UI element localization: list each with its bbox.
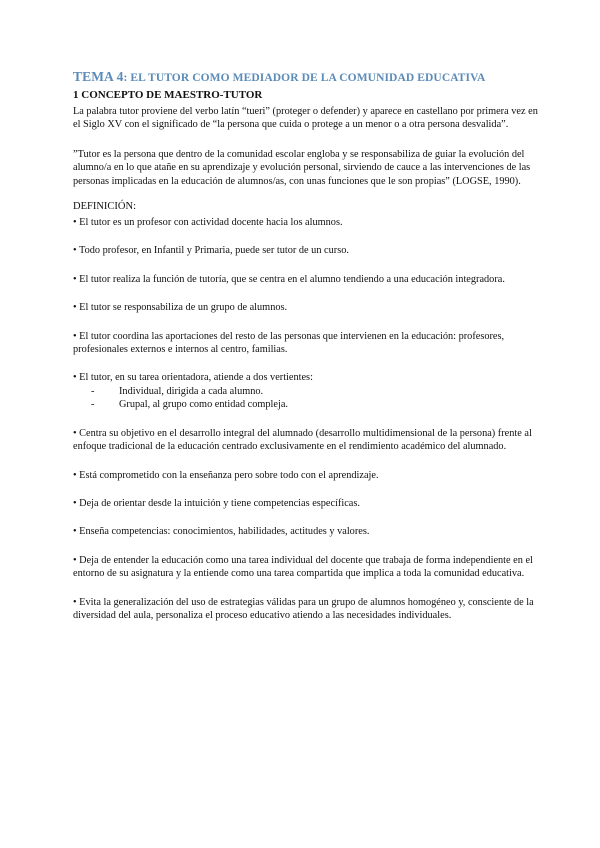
intro-paragraph: La palabra tutor proviene del verbo latín “tueri” (proteger o defender) y aparece en castellano por primera vez en el Siglo XV con el significado de “la persona que cuida o protege a un menor o a otra persona desvalida”. — [73, 106, 538, 131]
dash-marker: - — [91, 399, 95, 411]
bullet-item: • Deja de entender la educación como una tarea individual del docente que trabaja de forma independiente en el entorno de su asignatura y la entiende como una tarea compartida que implica a toda la comunidad educativa. — [73, 554, 533, 580]
page-title — [73, 70, 544, 85]
bullet-item: • El tutor es un profesor con actividad docente hacia los alumnos. — [73, 217, 343, 229]
definition-label: DEFINICIÓN: — [73, 201, 136, 213]
title-prefix: TEMA 4 — [73, 69, 124, 84]
bullet-item: • Evita la generalización del uso de estrategias válidas para un grupo de alumnos homogéneo y, consciente de la diversidad del aula, personaliza el proceso educativo atiendo a las necesidades individuales. — [73, 596, 534, 621]
bullet-item: • Deja de orientar desde la intuición y tiene competencias específicas. — [73, 497, 360, 509]
title-rest: : EL TUTOR COMO MEDIADOR DE LA COMUNIDAD EDUCATIVA — [123, 72, 486, 84]
sub-list-item — [91, 385, 544, 398]
dash-marker: - — [91, 385, 95, 397]
sub-list-item — [91, 398, 544, 411]
quote-paragraph: ”Tutor es la persona que dentro de la comunidad escolar engloba y se responsabiliza de guiar la evolución del alumno/a en lo que atañe en su aprendizaje y evolución personal, sirviendo de cauce a las intervenciones de las personas implicadas en la educación de alumnos/as, con unas funciones que le son propias” (LOGSE, 1990). — [73, 148, 531, 187]
sub-item-text: Grupal, al grupo como entidad compleja. — [119, 399, 288, 411]
bullet-item: • El tutor se responsabiliza de un grupo de alumnos. — [73, 302, 288, 314]
bullet-item: • Todo profesor, en Infantil y Primaria, puede ser tutor de un curso. — [73, 245, 349, 257]
bullet-item: • El tutor, en su tarea orientadora, atiende a dos vertientes: — [73, 372, 313, 384]
bullet-item: • Enseña competencias: conocimientos, habilidades, actitudes y valores. — [73, 526, 370, 538]
sub-item-text: Individual, dirigida a cada alumno. — [119, 385, 264, 397]
bullet-item: • Está comprometido con la enseñanza pero sobre todo con el aprendizaje. — [73, 469, 379, 481]
bullet-item: • Centra su objetivo en el desarrollo integral del alumnado (desarrollo multidimensional de la persona) frente al enfoque tradicional de la educación centrado exclusivamente en el rendimiento académico del alumnado. — [73, 427, 532, 453]
bullet-item: • El tutor realiza la función de tutoría, que se centra en el alumno tendiendo a una educación integradora. — [73, 273, 505, 285]
section-heading: 1 CONCEPTO DE MAESTRO-TUTOR — [73, 89, 263, 101]
bullet-item: • El tutor coordina las aportaciones del resto de las personas que intervienen en la educación: profesores, profesionales externos e internos al centro, familias. — [73, 330, 505, 356]
